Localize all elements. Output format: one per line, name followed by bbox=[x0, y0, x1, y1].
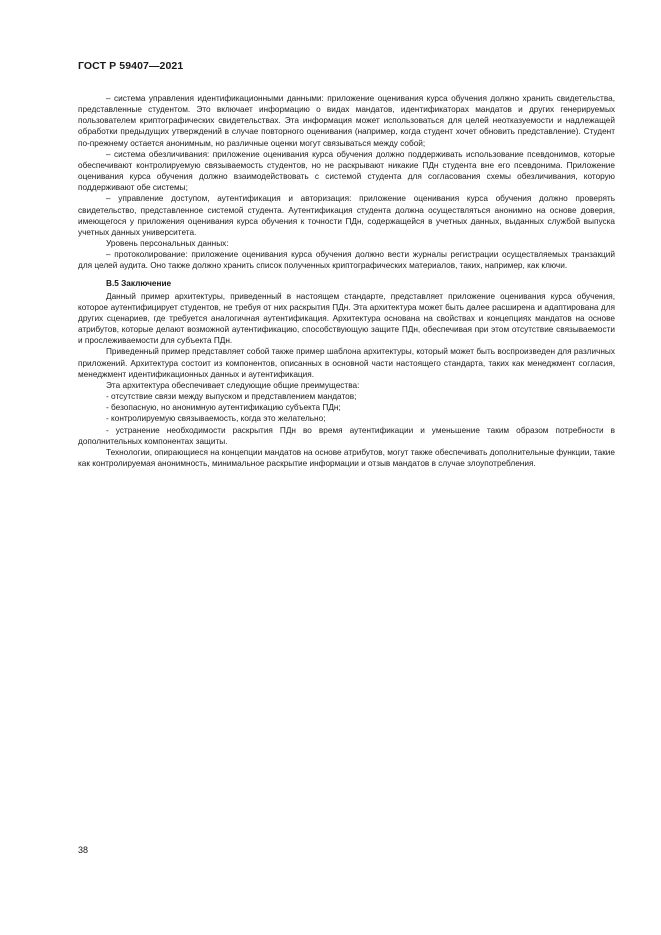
paragraph-identity-management: – система управления идентификационными данными: приложение оценивания курса обучения должно хранить свидетельства, представленные студентом. Это включает информацию о видах мандатов, идентификаторах мандатов и других генерируемых пользователем криптографических свидетельствах. Эта информация может использоваться для целей неотказуемости и надлежащей обработки предыдущих утверждений в случае повторного оценивания (например, когда студент хочет обновить представление). Студент по-прежнему остается анонимным, но различные оценки могут связываться между собой; bbox=[78, 94, 615, 148]
page-number: 38 bbox=[78, 845, 89, 855]
list-item: - контролируемую связываемость, когда это желательно; bbox=[106, 414, 326, 424]
section-title: В.5 Заключение bbox=[106, 278, 172, 288]
list-item: - отсутствие связи между выпуском и представлением мандатов; bbox=[106, 392, 357, 402]
list-item: - безопасную, но анонимную аутентификацию субъекта ПДн; bbox=[106, 403, 341, 413]
paragraph-technologies: Технологии, опирающиеся на концепции мандатов на основе атрибутов, могут также обеспечивать дополнительные функции, такие как контролируемая анонимность, минимальное раскрытие информации и отзыв мандатов в случае злоупотребления. bbox=[78, 447, 615, 468]
paragraph-pd-level: Уровень персональных данных: bbox=[106, 239, 229, 249]
paragraph-conclusion-1: Данный пример архитектуры, приведенный в настоящем стандарте, представляет приложение оценивания курса обучения, которое аутентифицирует студентов, не требуя от них раскрытия ПДн. Эта архитектура может быть далее расширена и адаптирована для других сценариев, где требуется аналогичная аутентификация. Архитектура основана на свойствах и концепциях мандатов на основе атрибутов, которые делают возможной аутентификацию, способствующую защите ПДн, обеспечивая при этом отсутствие связываемости и прослеживаемости для субъекта ПДн. bbox=[78, 291, 615, 346]
paragraph-pseudonymization: – система обезличивания: приложение оценивания курса обучения должно поддерживать использование псевдонимов, которые обеспечивают контролируемую связываемость студентов, но не раскрывают никакие ПДн студента вне его псевдонима. Приложение оценивания курса обучения должно взаимодействовать с системой студента для согласования схемы обезличивания, которую поддерживают обе системы; bbox=[78, 149, 615, 193]
document-body bbox=[78, 93, 615, 469]
paragraph-benefits-intro: Эта архитектура обеспечивает следующие общие преимущества: bbox=[106, 380, 360, 390]
list-item: - устранение необходимости раскрытия ПДн во время аутентификации и уменьшение таким образом потребности в дополнительных компонентах защиты. bbox=[78, 425, 615, 446]
paragraph-access-control: – управление доступом, аутентификация и авторизация: приложение оценивания курса обучения должно проверять свидетельство, представленное системой студента. Аутентификация студента должна осуществляться анонимно на основе доверия, имеющегося у приложения оценивания курса обучения к точности ПДн, содержащейся в учетных данных, выданных службой выпуска учетных данных университета. bbox=[78, 194, 615, 237]
standard-header: ГОСТ Р 59407—2021 bbox=[78, 60, 184, 72]
paragraph-conclusion-2: Приведенный пример представляет собой также пример шаблона архитектуры, который может быть воспроизведен для различных приложений. Архитектура состоит из компонентов, описанных в основной части настоящего стандарта, таких как менеджмент согласия, менеджмент идентификационных данных и аутентификация. bbox=[78, 347, 615, 379]
paragraph-logging: – протоколирование: приложение оценивания курса обучения должно вести журналы регистрации осуществляемых транзакций для целей аудита. Оно также должно хранить список полученных криптографических материалов, таких, например, как ключи. bbox=[78, 250, 615, 271]
